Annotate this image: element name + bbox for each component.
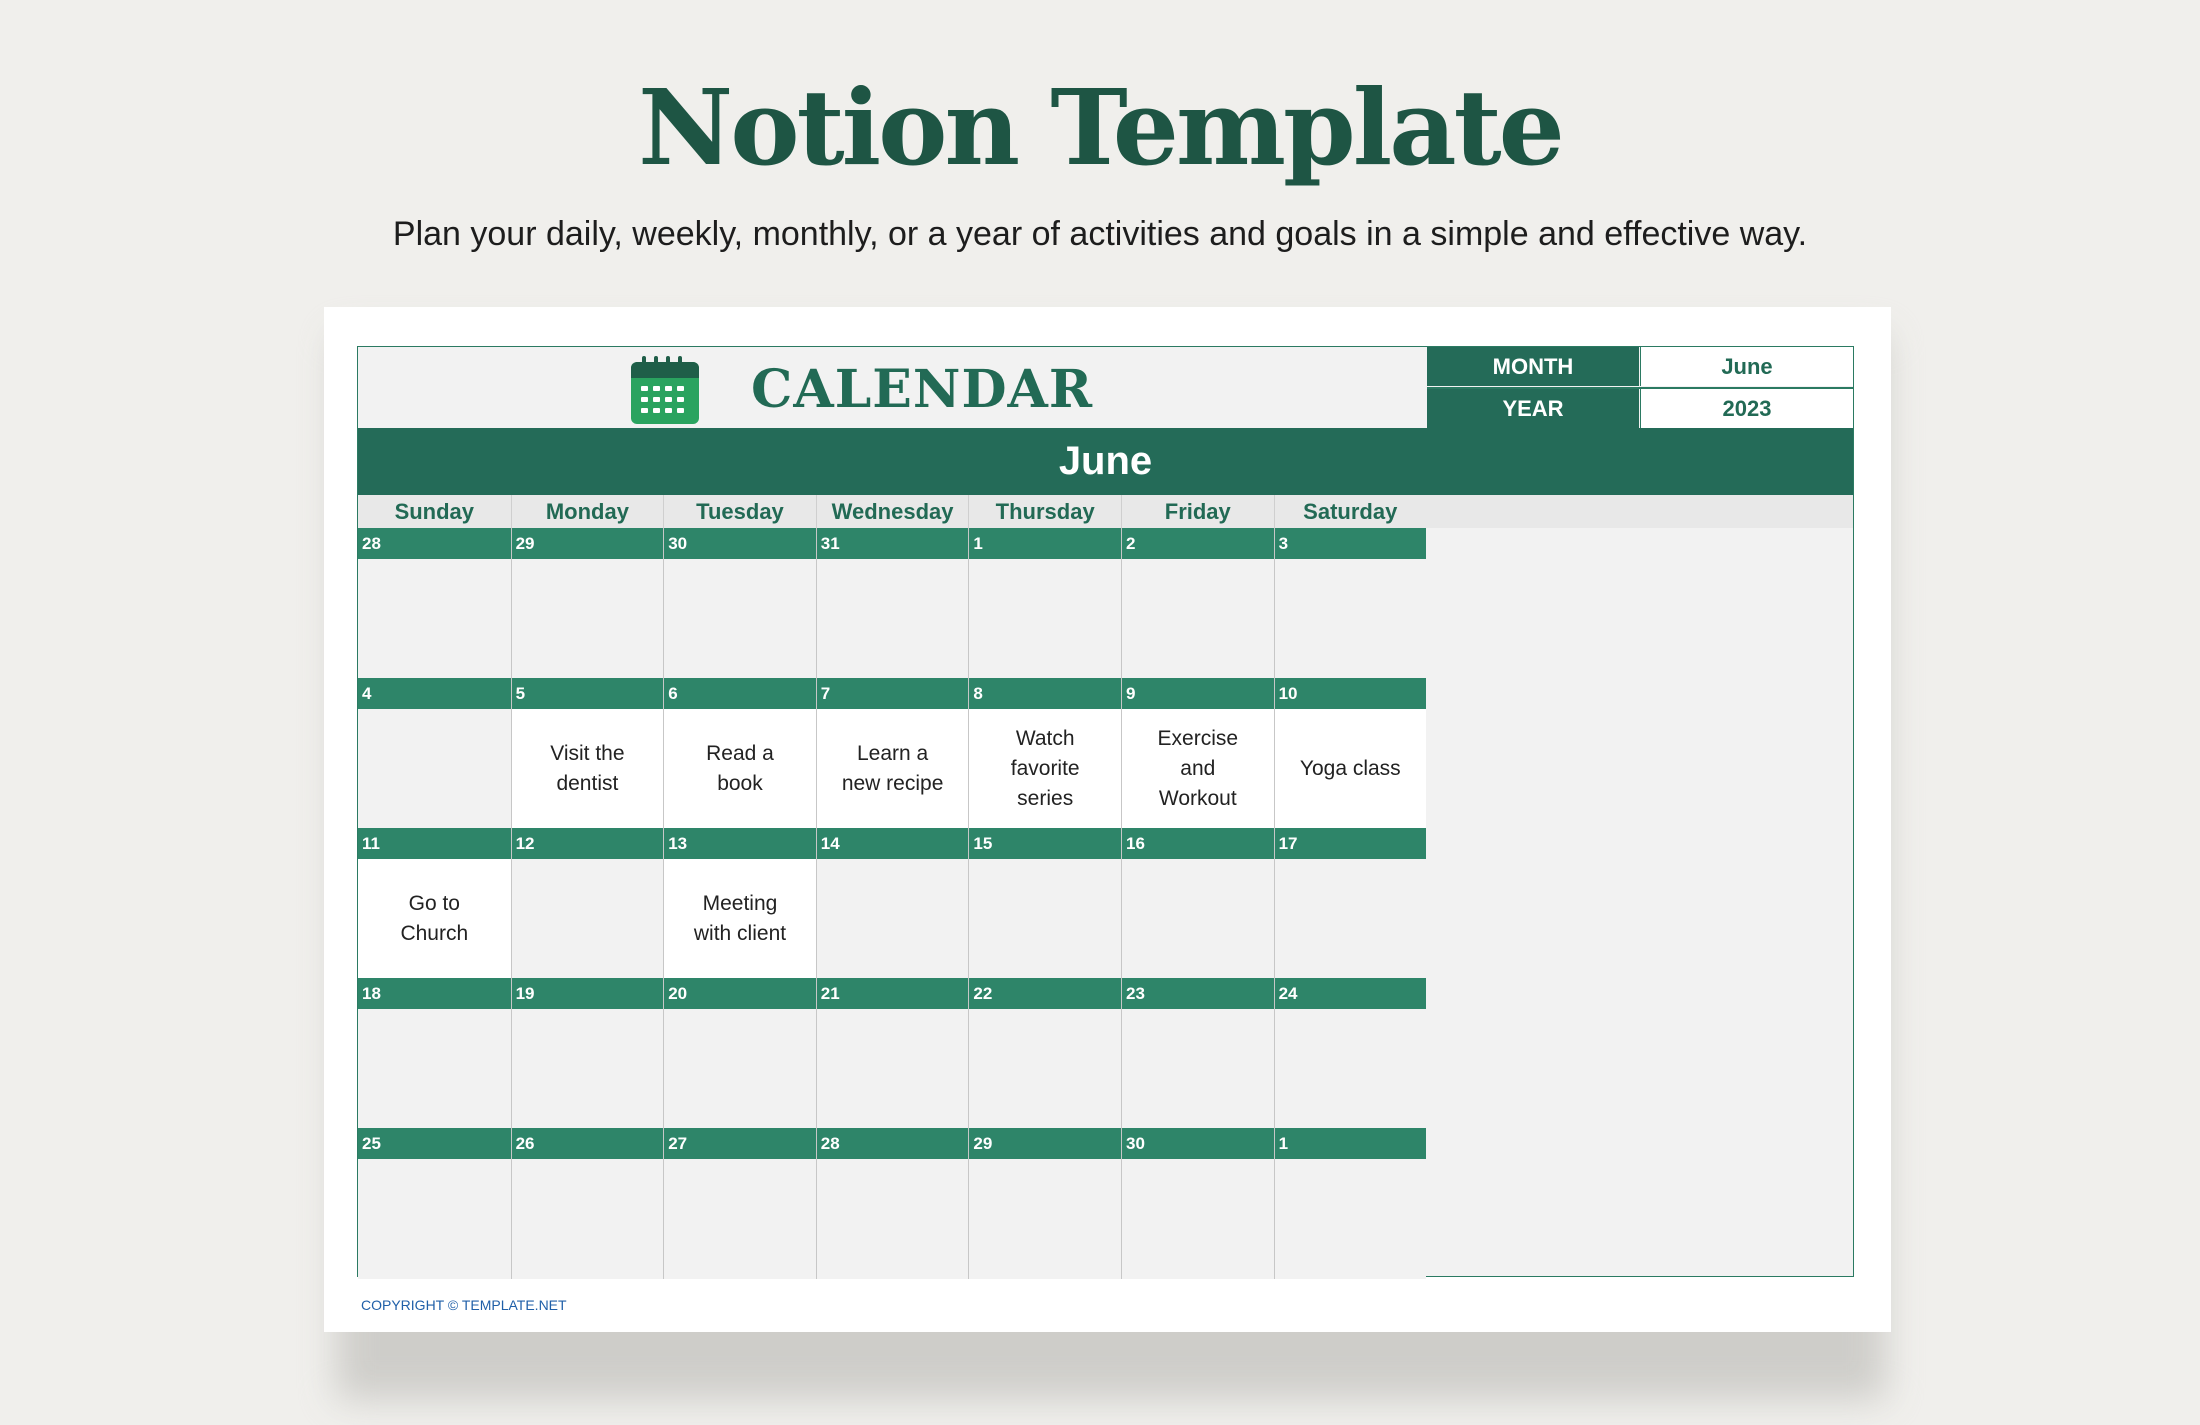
empty-day-body[interactable] [817, 559, 969, 679]
empty-day-body[interactable] [664, 1009, 816, 1129]
day-number: 6 [664, 678, 816, 709]
day-number: 26 [512, 1128, 664, 1159]
empty-day-body[interactable] [1122, 1009, 1274, 1129]
day-number: 5 [512, 678, 664, 709]
empty-day-body[interactable] [817, 1009, 969, 1129]
event-text[interactable]: Yoga class [1275, 709, 1426, 829]
day-number: 25 [358, 1128, 511, 1159]
day-number: 30 [1122, 1128, 1274, 1159]
day-cell[interactable] [1121, 528, 1274, 679]
day-cell[interactable] [1274, 828, 1426, 979]
day-number: 14 [817, 828, 969, 859]
empty-day-body[interactable] [969, 1009, 1121, 1129]
day-number: 13 [664, 828, 816, 859]
event-text[interactable]: Learn a new recipe [817, 709, 969, 829]
day-cell[interactable] [968, 828, 1121, 979]
day-cell[interactable] [1121, 678, 1274, 829]
event-text[interactable]: Read a book [664, 709, 816, 829]
empty-day-body[interactable] [969, 1159, 1121, 1279]
week-row [358, 828, 1853, 979]
empty-day-body[interactable] [512, 859, 664, 979]
empty-day-body[interactable] [1275, 1009, 1426, 1129]
weekday-thursday: Thursday [968, 495, 1121, 528]
calendar-header [358, 347, 1427, 428]
day-cell[interactable] [968, 1128, 1121, 1279]
empty-day-body[interactable] [358, 709, 511, 829]
month-label: MONTH [1427, 347, 1639, 386]
empty-day-body[interactable] [1122, 559, 1274, 679]
day-number: 9 [1122, 678, 1274, 709]
day-number: 28 [817, 1128, 969, 1159]
day-cell[interactable] [968, 978, 1121, 1129]
empty-day-body[interactable] [817, 1159, 969, 1279]
day-cell[interactable] [816, 828, 969, 979]
empty-day-body[interactable] [969, 559, 1121, 679]
day-cell[interactable] [663, 978, 816, 1129]
copyright-text: COPYRIGHT © TEMPLATE.NET [361, 1297, 567, 1313]
weekday-friday: Friday [1121, 495, 1274, 528]
day-cell[interactable] [358, 528, 511, 679]
day-number: 1 [1275, 1128, 1426, 1159]
day-number: 8 [969, 678, 1121, 709]
day-number: 3 [1275, 528, 1426, 559]
day-number: 17 [1275, 828, 1426, 859]
empty-day-body[interactable] [1275, 559, 1426, 679]
event-text[interactable]: Exercise and Workout [1122, 709, 1274, 829]
day-number: 24 [1275, 978, 1426, 1009]
day-number: 31 [817, 528, 969, 559]
day-number: 15 [969, 828, 1121, 859]
day-cell[interactable] [358, 978, 511, 1129]
day-cell[interactable] [1274, 678, 1426, 829]
day-cell[interactable] [816, 978, 969, 1129]
year-value[interactable]: 2023 [1640, 389, 1853, 428]
calendar-heading: CALENDAR [751, 359, 1094, 420]
weekday-header-row [358, 495, 1853, 528]
calendar-sheet [324, 307, 1891, 1332]
day-number: 20 [664, 978, 816, 1009]
day-cell[interactable] [816, 678, 969, 829]
empty-day-body[interactable] [969, 859, 1121, 979]
event-text[interactable]: Visit the dentist [512, 709, 664, 829]
day-cell[interactable] [1121, 828, 1274, 979]
empty-day-body[interactable] [1122, 1159, 1274, 1279]
page-title: Notion Template [638, 66, 1562, 189]
day-cell[interactable] [663, 828, 816, 979]
month-banner: June [358, 428, 1853, 495]
day-number: 10 [1275, 678, 1426, 709]
day-number: 18 [358, 978, 511, 1009]
weekday-sunday: Sunday [394, 499, 475, 524]
day-cell[interactable] [968, 678, 1121, 829]
day-cell[interactable] [511, 828, 664, 979]
day-number: 1 [969, 528, 1121, 559]
weekday-saturday: Saturday [1274, 495, 1426, 528]
day-cell[interactable] [358, 1128, 511, 1279]
day-cell[interactable] [663, 528, 816, 679]
day-number: 21 [817, 978, 969, 1009]
empty-day-body[interactable] [1122, 859, 1274, 979]
empty-day-body[interactable] [817, 859, 969, 979]
day-number: 28 [358, 528, 511, 559]
day-cell[interactable] [358, 828, 511, 979]
event-text[interactable]: Meeting with client [664, 859, 816, 979]
day-number: 4 [358, 678, 511, 709]
weekday-wednesday: Wednesday [816, 495, 969, 528]
day-cell[interactable] [968, 528, 1121, 679]
day-number: 23 [1122, 978, 1274, 1009]
day-number: 12 [512, 828, 664, 859]
weeks-grid [358, 528, 1853, 1277]
day-number: 29 [512, 528, 664, 559]
week-row [358, 1128, 1853, 1279]
empty-day-body[interactable] [512, 1009, 664, 1129]
day-cell[interactable] [1121, 978, 1274, 1129]
day-number: 19 [512, 978, 664, 1009]
day-cell[interactable] [816, 1128, 969, 1279]
day-number: 2 [1122, 528, 1274, 559]
event-text[interactable]: Watch favorite series [969, 709, 1121, 829]
empty-day-body[interactable] [1275, 859, 1426, 979]
day-number: 16 [1122, 828, 1274, 859]
weekday-tuesday: Tuesday [663, 495, 816, 528]
day-cell[interactable] [511, 528, 664, 679]
empty-day-body[interactable] [512, 1159, 664, 1279]
week-row [358, 978, 1853, 1129]
day-cell[interactable] [1274, 528, 1426, 679]
week-row [358, 528, 1853, 679]
day-cell[interactable] [1274, 1128, 1426, 1279]
day-number: 29 [969, 1128, 1121, 1159]
calendar-frame [357, 346, 1854, 1277]
day-number: 27 [664, 1128, 816, 1159]
day-cell[interactable] [511, 978, 664, 1129]
empty-day-body[interactable] [664, 559, 816, 679]
day-number: 11 [358, 828, 511, 859]
weekday-monday: Monday [511, 495, 664, 528]
calendar-icon [629, 354, 701, 426]
month-value[interactable]: June [1640, 347, 1853, 386]
event-text[interactable]: Go to Church [358, 859, 511, 979]
empty-day-body[interactable] [358, 1159, 511, 1279]
empty-day-body[interactable] [358, 559, 511, 679]
empty-day-body[interactable] [512, 559, 664, 679]
page-subtitle: Plan your daily, weekly, monthly, or a year of activities and goals in a simple and effective way. [392, 215, 1808, 253]
empty-day-body[interactable] [358, 1009, 511, 1129]
day-number: 22 [969, 978, 1121, 1009]
day-number: 7 [817, 678, 969, 709]
day-cell[interactable] [1274, 978, 1426, 1129]
day-cell[interactable] [1121, 1128, 1274, 1279]
day-cell[interactable] [511, 678, 664, 829]
day-cell[interactable] [358, 678, 511, 829]
year-label: YEAR [1427, 389, 1639, 428]
day-cell[interactable] [663, 1128, 816, 1279]
day-cell[interactable] [816, 528, 969, 679]
empty-day-body[interactable] [1275, 1159, 1426, 1279]
day-cell[interactable] [511, 1128, 664, 1279]
day-number: 30 [664, 528, 816, 559]
empty-day-body[interactable] [664, 1159, 816, 1279]
day-cell[interactable] [663, 678, 816, 829]
week-row [358, 678, 1853, 829]
